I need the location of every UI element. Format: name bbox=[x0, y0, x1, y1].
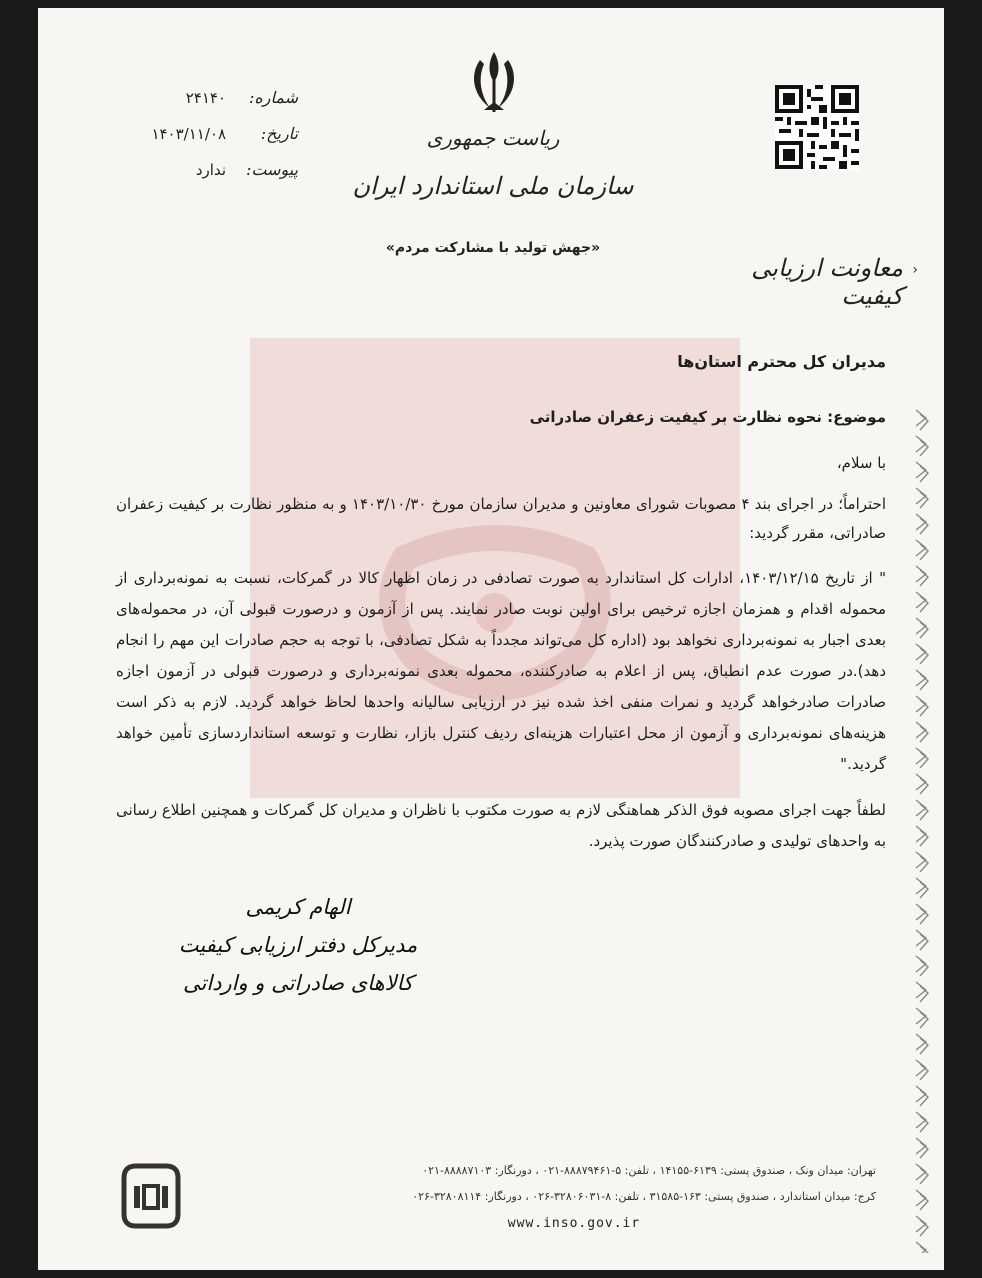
number-label: شماره: bbox=[248, 88, 298, 107]
inso-logo-icon bbox=[116, 1158, 186, 1234]
meta-number-row bbox=[98, 88, 298, 124]
signatory-name: الهام کریمی bbox=[245, 895, 351, 919]
letter-subject: موضوع: نحوه نظارت بر کیفیت زعفران صادراتی bbox=[529, 408, 886, 426]
signatory-title-1: مدیرکل دفتر ارزیابی کیفیت bbox=[178, 933, 418, 957]
letter-paragraph-2: لطفاً جهت اجرای مصوبه فوق الذکر هماهنگی لازم به صورت مکتوب با ناظران و مدیران کل گمرکات و همچنین اطلاع رسانی به واحدهای تولیدی و صادرکنندگان صورت پذیرد. bbox=[116, 801, 886, 850]
footer-address-tehran: تهران: میدان ونک ، صندوق پستی: ۶۱۳۹-۱۴۱۵۵ ، تلفن: ۵-۸۸۸۷۹۴۶۱-۰۲۱ ، دورنگار: ۸۸۸۸۷۱۰۳-۰۲۱ bbox=[422, 1164, 876, 1177]
letter-quote: " از تاریخ ۱۴۰۳/۱۲/۱۵، ادارات کل استاندارد به صورت تصادفی در زمان اظهار کالا در گمرکات، نسبت به نمونه‌برداری از محموله اقدام و همزمان اجازه ترخیص برای اولین نوبت صادر نمایند. پس از آزمون و درصورت قبولی آن، در محموله‌های بعدی اجبار به نمونه‌برداری نخواهد بود (اداره کل می‌تواند مجدداً به شکل تصادفی، با توجه به حجم صادرات این مهم را انجام دهد).در صورت عدم انطباق، پس از اعلام به صادرکننده، محموله بعدی نمونه‌برداری و درصورت قبولی در آزمون اجازه صادرات صادرخواهد گردید و نمرات منفی اخذ شده نیز در ارزیابی سالیانه واحدها لحاظ خواهد گردید. لازم به ذکر است هزینه‌های نمونه‌برداری و آزمون از محل اعتبارات هزینه‌ای ردیف کنترل بازار، نظارت و توسعه استانداردسازی تأمین خواهد گردید." bbox=[116, 569, 887, 773]
slogan: «جهش تولید با مشارکت مردم» bbox=[385, 240, 601, 256]
signature-block bbox=[168, 888, 428, 1002]
organization-title: سازمان ملی استاندارد ایران bbox=[352, 172, 634, 200]
deputy-title: معاونت ارزیابی کیفیت bbox=[751, 254, 903, 310]
footer-address-karaj: کرج: میدان استاندارد ، صندوق پستی: ۱۶۳-۳۱۵۸۵ ، تلفن: ۸-۳۲۸۰۶۰۳۱-۰۲۶ ، دورنگار: ۳۲۸۰۸۱۱۴-۰۲۶ bbox=[412, 1190, 876, 1203]
date-label: تاریخ: bbox=[260, 124, 298, 143]
iran-emblem-icon bbox=[466, 48, 522, 118]
letter-page bbox=[38, 8, 944, 1270]
attachment-label: پیوست: bbox=[245, 160, 298, 179]
decorative-border-icon bbox=[912, 408, 932, 1253]
letter-addressee: مدیران کل محترم استان‌ها bbox=[677, 352, 886, 371]
meta-date-row bbox=[98, 124, 298, 160]
letter-paragraph-1: احتراماً؛ در اجرای بند ۴ مصوبات شورای معاونین و مدیران سازمان مورخ ۱۴۰۳/۱۰/۳۰ و به منظور نظارت بر کیفیت زعفران صادراتی، مقرر گردید: bbox=[116, 495, 886, 542]
letter-greeting: با سلام، bbox=[836, 454, 886, 472]
qr-code-icon bbox=[775, 84, 859, 170]
date-value: ۱۴۰۳/۱۱/۰۸ bbox=[151, 125, 226, 143]
presidency-title: ریاست جمهوری bbox=[426, 126, 560, 150]
chevron-right-icon: › bbox=[912, 262, 918, 278]
attachment-value: ندارد bbox=[195, 161, 226, 179]
number-value: ۲۴۱۴۰ bbox=[185, 89, 226, 107]
signatory-title-2: کالاهای صادراتی و وارداتی bbox=[182, 971, 413, 995]
letter-meta bbox=[98, 88, 298, 196]
footer-website-link[interactable]: www.inso.gov.ir bbox=[507, 1216, 641, 1231]
meta-attachment-row bbox=[98, 160, 298, 196]
